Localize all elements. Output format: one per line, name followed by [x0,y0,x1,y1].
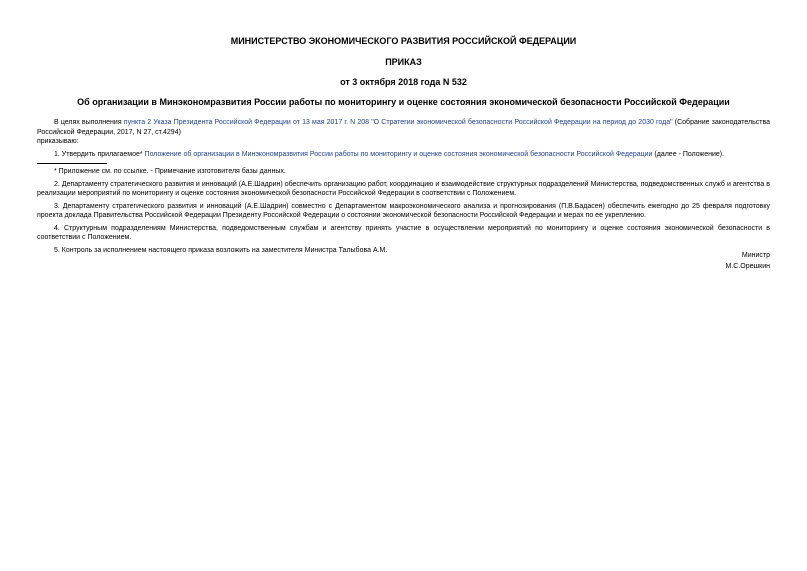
item-3-paragraph: 3. Департаменту стратегического развития и инноваций (А.Е.Шадрин) совместно с Департаментом макроэкономического анализа и прогнозирования (П.В.Бадасен) обеспечить ежегодно до 25 февраля подготовку проекта доклада Правительства Российской Федерации Президенту Российской Федерации о состоянии экономической безопасности Российской Федерации и мерах по ее укреплению. [37,202,770,219]
order-word: приказываю: [37,138,79,145]
item-1-paragraph [37,150,770,160]
regulation-link[interactable]: Положение об организации в Минэкономразвития России работы по мониторингу и оценке состояния экономической безопасности Российской Федерации [144,150,653,158]
signatory-position: Министр [741,252,770,259]
item-1-suffix: (далее - Положение). [652,150,725,158]
item-2-paragraph: 2. Департаменту стратегического развития и инноваций (А.Е.Шадрин) обеспечить организацию работ, координацию и взаимодействие структурных подразделений Министерства, подведомственных служб и агентства в реализации мероприятий по мониторингу и оценке состояния экономической безопасности Российской Федерации в соответствии с Положением. [37,180,770,197]
ministry-heading: МИНИСТЕРСТВО ЭКОНОМИЧЕСКОГО РАЗВИТИЯ РОССИЙСКОЙ ФЕДЕРАЦИИ [230,36,577,46]
order-title: Об организации в Минэкономразвития России работы по мониторингу и оценке состояния экономической безопасности Российской Федерации [77,97,730,107]
order-date-number: от 3 октября 2018 года N 532 [340,77,467,87]
preamble-prefix: В целях выполнения [54,119,124,126]
decree-link[interactable]: пункта 2 Указа Президента Российской Федерации от 13 мая 2017 г. N 208 "О Стратегии экономической безопасности Российской Федерации на период до 2030 года" [123,119,673,126]
item-5-paragraph: 5. Контроль за исполнением настоящего приказа возложить на заместителя Министра Талыбова А.М. [54,246,388,254]
item-1-prefix: 1. Утвердить прилагаемое* [54,150,145,158]
item-4-paragraph: 4. Структурным подразделениям Министерства, подведомственным службам и агентству принять участие в осуществлении мероприятий по мониторингу и оценке состояния экономической безопасности в соответствии с Положением. [37,224,770,241]
order-body [37,118,770,255]
signature-block [726,250,770,272]
footnote-text: * Приложение см. по ссылке. - Примечание изготовителя базы данных. [54,168,286,175]
footnote-divider [37,163,107,164]
preamble-paragraph [37,118,770,137]
order-type-heading: ПРИКАЗ [385,57,422,67]
preamble-suffix: (Собрание законодательства Российской Федерации, 2017, N 27, ст.4294) [37,119,770,136]
signatory-name: М.С.Орешкин [725,263,770,270]
